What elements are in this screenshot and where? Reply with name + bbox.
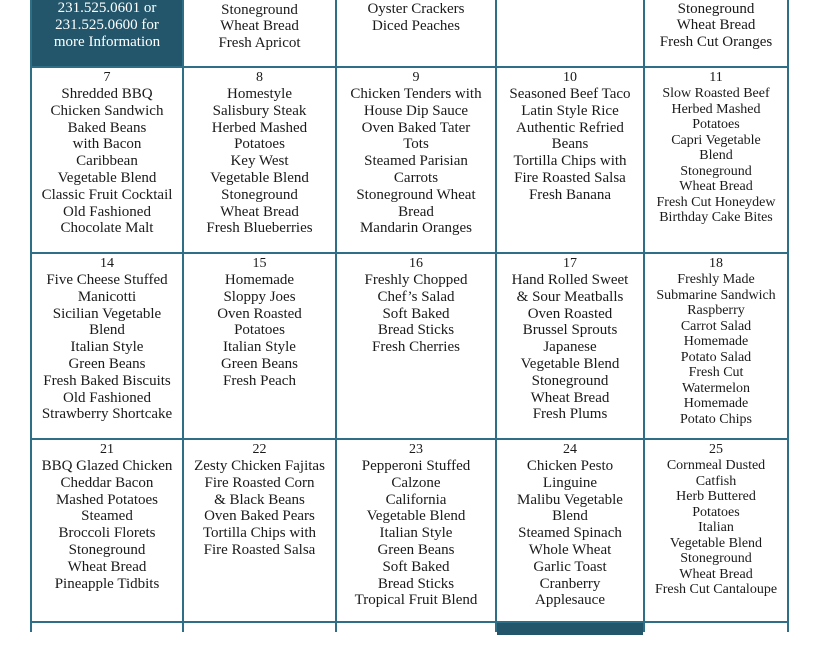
menu-item: Bread xyxy=(398,203,434,220)
menu-calendar xyxy=(30,0,789,652)
menu-item: Broccoli Florets xyxy=(58,525,156,542)
menu-item: Diced Peaches xyxy=(372,18,460,35)
menu-item: Italian Style xyxy=(70,339,144,356)
day-number: 23 xyxy=(409,442,423,457)
menu-item: Authentic Refried xyxy=(516,119,624,136)
menu-item: Vegetable Blend xyxy=(520,355,620,372)
day-cell xyxy=(497,0,643,66)
menu-item: & Sour Meatballs xyxy=(516,288,624,305)
menu-item: Stoneground xyxy=(68,541,146,558)
menu-item: Five Cheese Stuffed xyxy=(46,272,168,288)
menu-item: Carrot Salad xyxy=(680,318,752,334)
menu-item: Steamed xyxy=(81,508,133,525)
menu-item: Cornmeal Dusted xyxy=(666,458,766,473)
menu-item: with Bacon xyxy=(72,136,142,153)
menu-item: Pineapple Tidbits xyxy=(54,575,160,592)
menu-item: Cranberry xyxy=(539,575,601,592)
menu-item: Italian Style xyxy=(223,339,296,356)
menu-item: Freshly Chopped xyxy=(364,272,468,288)
menu-item: Green Beans xyxy=(220,355,299,372)
day-number: 8 xyxy=(256,70,263,85)
menu-item: Fresh Cut xyxy=(688,365,744,380)
menu-item: Blend xyxy=(552,508,588,525)
day-number: 22 xyxy=(252,442,267,457)
menu-item: Chocolate Malt xyxy=(60,220,154,237)
menu-item: Oven Baked Tater xyxy=(361,119,471,136)
menu-item: Caribbean xyxy=(76,153,138,170)
menu-item: Sicilian Vegetable xyxy=(52,305,162,322)
menu-item: Potatoes xyxy=(692,117,740,132)
day-cell xyxy=(32,254,182,440)
grid-line xyxy=(787,0,789,632)
day-number: 15 xyxy=(252,256,267,271)
menu-item: Tots xyxy=(403,136,429,153)
menu-item: Fresh Cut Oranges xyxy=(659,34,773,51)
menu-item: Fresh Banana xyxy=(528,186,612,203)
menu-item: Linguine xyxy=(542,474,598,491)
day-cell xyxy=(184,0,335,66)
menu-item: Oyster Crackers xyxy=(367,1,465,18)
day-number: 16 xyxy=(409,256,423,271)
menu-item: Vegetable Blend xyxy=(210,169,309,186)
menu-item: Mashed Potatoes xyxy=(55,491,159,508)
menu-item: Raspberry xyxy=(687,303,745,318)
menu-item: Fresh Cut Cantaloupe xyxy=(654,582,778,597)
menu-item: Beans xyxy=(551,136,589,153)
day-cell xyxy=(184,440,335,623)
menu-item: Wheat Bread xyxy=(67,558,147,575)
menu-item: Homestyle xyxy=(227,86,292,102)
menu-item: Fresh Baked Biscuits xyxy=(43,372,171,389)
menu-item: Green Beans xyxy=(68,355,146,372)
menu-item: Blend xyxy=(89,322,125,339)
day-cell xyxy=(645,440,787,623)
menu-item: Cheddar Bacon xyxy=(60,474,154,491)
day-number: 10 xyxy=(563,70,577,85)
day-cell xyxy=(184,68,335,254)
menu-item: Homemade xyxy=(683,396,749,411)
menu-item: Baked Beans xyxy=(67,119,147,136)
menu-item: Watermelon xyxy=(681,380,751,396)
menu-item: Submarine Sandwich xyxy=(656,287,776,303)
menu-item: Italian xyxy=(698,520,734,535)
menu-item: Vegetable Blend xyxy=(669,535,763,551)
menu-item: Bread Sticks xyxy=(377,575,455,592)
menu-item: Wheat Bread xyxy=(530,389,610,406)
menu-item: Vegetable Blend xyxy=(57,169,157,186)
menu-item: Potato Salad xyxy=(680,349,752,365)
day-cell xyxy=(337,440,495,623)
menu-item: Potato Chips xyxy=(680,411,752,427)
menu-item: Herb Buttered xyxy=(676,489,756,504)
menu-item: BBQ Glazed Chicken xyxy=(41,458,173,474)
menu-item: Brussel Sprouts xyxy=(522,322,618,339)
menu-item: Zesty Chicken Fajitas xyxy=(194,458,325,474)
menu-item: Fresh Apricot xyxy=(218,35,301,52)
day-cell xyxy=(337,68,495,254)
menu-item: Potatoes xyxy=(234,136,285,153)
bottom-dark-cell xyxy=(497,623,643,635)
menu-item: Stoneground xyxy=(677,0,755,17)
menu-item: Whole Wheat xyxy=(528,541,612,558)
menu-item: Tortilla Chips with xyxy=(513,153,627,170)
menu-item: Calzone xyxy=(391,474,441,491)
day-number: 21 xyxy=(100,442,114,457)
day-cell xyxy=(497,440,643,623)
menu-item: Vegetable Blend xyxy=(366,508,466,525)
menu-item: Seasoned Beef Taco xyxy=(509,86,631,102)
day-number: 11 xyxy=(709,70,723,85)
menu-item: Latin Style Rice xyxy=(521,102,619,119)
menu-item: Stoneground Wheat xyxy=(356,186,476,203)
menu-item: Old Fashioned xyxy=(63,203,151,220)
menu-item: Fire Roasted Salsa xyxy=(203,541,316,558)
menu-item: Chicken Tenders with xyxy=(350,86,482,102)
menu-item: Catfish xyxy=(695,473,737,489)
day-number: 9 xyxy=(412,70,420,85)
menu-item: Japanese xyxy=(543,339,597,356)
menu-item: Manicotti xyxy=(77,288,137,305)
info-line: 231.525.0601 or xyxy=(57,0,157,16)
menu-item: Wheat Bread xyxy=(220,18,299,35)
menu-item: Homemade xyxy=(683,334,749,349)
menu-item: Sloppy Joes xyxy=(223,288,296,305)
menu-item: Green Beans xyxy=(377,541,455,558)
menu-item: Shredded BBQ xyxy=(61,86,153,102)
menu-item: Soft Baked xyxy=(382,305,450,322)
day-number: 25 xyxy=(709,442,723,457)
menu-item: Chicken Sandwich xyxy=(50,102,164,119)
cell-text xyxy=(645,1,787,51)
day-cell xyxy=(497,68,643,254)
menu-item: Malibu Vegetable xyxy=(517,491,623,508)
menu-item: Wheat Bread xyxy=(676,17,756,34)
info-box xyxy=(32,0,182,66)
menu-item: Fresh Plums xyxy=(532,406,608,423)
menu-item: Blend xyxy=(699,148,733,163)
menu-item: Garlic Toast xyxy=(533,558,607,575)
menu-item: Soft Baked xyxy=(382,558,450,575)
menu-item: Old Fashioned xyxy=(63,389,151,406)
menu-item: Applesauce xyxy=(535,592,605,609)
menu-item: Stoneground xyxy=(680,551,752,566)
menu-item: Stoneground xyxy=(531,372,609,389)
menu-item: Oven Roasted xyxy=(217,305,302,322)
menu-item: Classic Fruit Cocktail xyxy=(41,186,173,203)
menu-item: Mandarin Oranges xyxy=(359,220,473,237)
menu-item: Wheat Bread xyxy=(220,203,299,220)
info-line: more Information xyxy=(53,34,161,50)
menu-item: Fresh Cut Honeydew xyxy=(656,194,776,210)
menu-item: Stoneground xyxy=(221,186,298,203)
menu-item: Chicken Pesto xyxy=(526,458,614,474)
menu-item: Herbed Mashed xyxy=(671,101,761,117)
menu-item: Birthday Cake Bites xyxy=(659,210,773,225)
menu-item: & Black Beans xyxy=(214,491,305,508)
info-text xyxy=(32,0,182,51)
cell-text xyxy=(184,0,335,52)
day-number: 14 xyxy=(100,256,114,271)
menu-item: Tropical Fruit Blend xyxy=(354,592,478,609)
menu-item: House Dip Sauce xyxy=(363,102,469,119)
day-cell xyxy=(32,68,182,254)
menu-item: Fire Roasted Salsa xyxy=(514,169,626,186)
day-cell xyxy=(337,254,495,440)
day-cell xyxy=(497,254,643,440)
menu-item: Steamed Parisian xyxy=(364,153,468,170)
menu-item: Pepperoni Stuffed xyxy=(361,458,471,474)
menu-item: Stoneground xyxy=(221,1,298,18)
menu-item: Oven Baked Pears xyxy=(204,508,315,525)
menu-item: Fresh Cherries xyxy=(372,339,460,356)
menu-item: California xyxy=(385,491,447,508)
day-number: 18 xyxy=(709,256,723,271)
menu-item: Wheat Bread xyxy=(679,566,753,582)
menu-item: Freshly Made xyxy=(677,272,755,287)
menu-item: Salisbury Steak xyxy=(212,102,307,119)
menu-item: Steamed Spinach xyxy=(518,525,622,542)
menu-item: Potatoes xyxy=(234,322,285,339)
menu-item: Capri Vegetable xyxy=(671,132,761,148)
menu-item: Stoneground xyxy=(680,163,752,179)
menu-item: Wheat Bread xyxy=(679,179,753,194)
menu-item: Fire Roasted Corn xyxy=(204,474,315,491)
menu-item: Carrots xyxy=(393,169,439,186)
menu-item: Fresh Peach xyxy=(223,372,296,389)
menu-item: Key West xyxy=(230,153,289,170)
menu-item: Italian Style xyxy=(379,525,453,542)
menu-item: Fresh Blueberries xyxy=(206,220,313,237)
cell-text xyxy=(337,1,495,35)
day-number: 7 xyxy=(103,70,111,85)
day-number: 17 xyxy=(563,256,577,271)
menu-item: Homemade xyxy=(224,272,295,288)
day-cell xyxy=(645,0,787,66)
menu-item: Herbed Mashed xyxy=(211,119,308,136)
day-cell xyxy=(645,254,787,440)
menu-item: Slow Roasted Beef xyxy=(662,86,770,101)
day-cell xyxy=(645,68,787,254)
menu-item: Oven Roasted xyxy=(527,305,613,322)
info-line: 231.525.0600 for xyxy=(55,17,159,33)
menu-item: Chef’s Salad xyxy=(377,288,455,305)
menu-item: Tortilla Chips with xyxy=(202,525,317,542)
menu-item: Strawberry Shortcake xyxy=(41,406,173,423)
day-cell xyxy=(337,0,495,66)
menu-item: Bread Sticks xyxy=(377,322,455,339)
day-cell xyxy=(184,254,335,440)
menu-item: Hand Rolled Sweet xyxy=(511,272,629,288)
day-number: 24 xyxy=(563,442,577,457)
day-cell xyxy=(32,440,182,623)
menu-item: Potatoes xyxy=(692,504,740,520)
